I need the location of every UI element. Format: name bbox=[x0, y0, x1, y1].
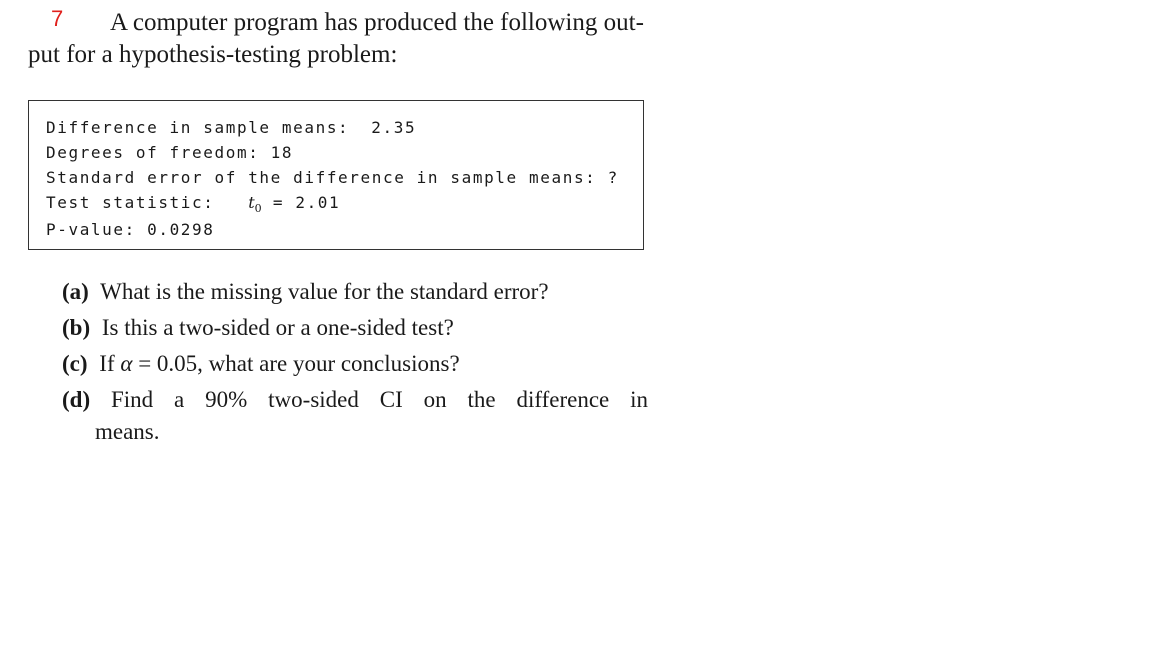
problem-intro bbox=[28, 7, 668, 71]
output-diff-value: 2.35 bbox=[371, 118, 417, 137]
intro-line-1: A computer program has produced the following out- bbox=[110, 9, 644, 36]
output-df-label: Degrees of freedom: bbox=[46, 143, 260, 162]
output-p-row bbox=[46, 220, 215, 239]
output-stat-value: = 2.01 bbox=[272, 193, 341, 212]
output-p-value: 0.0298 bbox=[147, 220, 215, 239]
output-df-row bbox=[46, 143, 293, 162]
question-b: (b) Is this a two-sided or a one-sided test? bbox=[62, 315, 454, 340]
program-output-box bbox=[28, 100, 644, 250]
question-list bbox=[62, 274, 648, 446]
problem-number: 7 bbox=[51, 6, 64, 31]
output-p-label: P-value: bbox=[46, 220, 136, 239]
output-stat-symbol: $t_0$ bbox=[248, 193, 262, 216]
output-diff-row bbox=[46, 118, 416, 137]
intro-line-2: put for a hypothesis-testing problem: bbox=[28, 41, 398, 68]
question-d-continued: means. bbox=[95, 419, 160, 444]
output-stat-label: Test statistic: bbox=[46, 193, 215, 212]
question-d: (d) Find a 90% two-sided CI on the difference in bbox=[62, 387, 648, 412]
question-a: (a) What is the missing value for the standard error? bbox=[62, 279, 549, 304]
output-diff-label: Difference in sample means: bbox=[46, 118, 350, 137]
output-se-label: Standard error of the difference in sample means: bbox=[46, 168, 597, 187]
output-stat-row bbox=[46, 193, 340, 215]
question-c: (c) If α = 0.05, what are your conclusions? bbox=[62, 351, 460, 376]
output-df-value: 18 bbox=[270, 143, 294, 162]
output-se-value: ? bbox=[607, 168, 619, 187]
output-se-row bbox=[46, 168, 619, 187]
